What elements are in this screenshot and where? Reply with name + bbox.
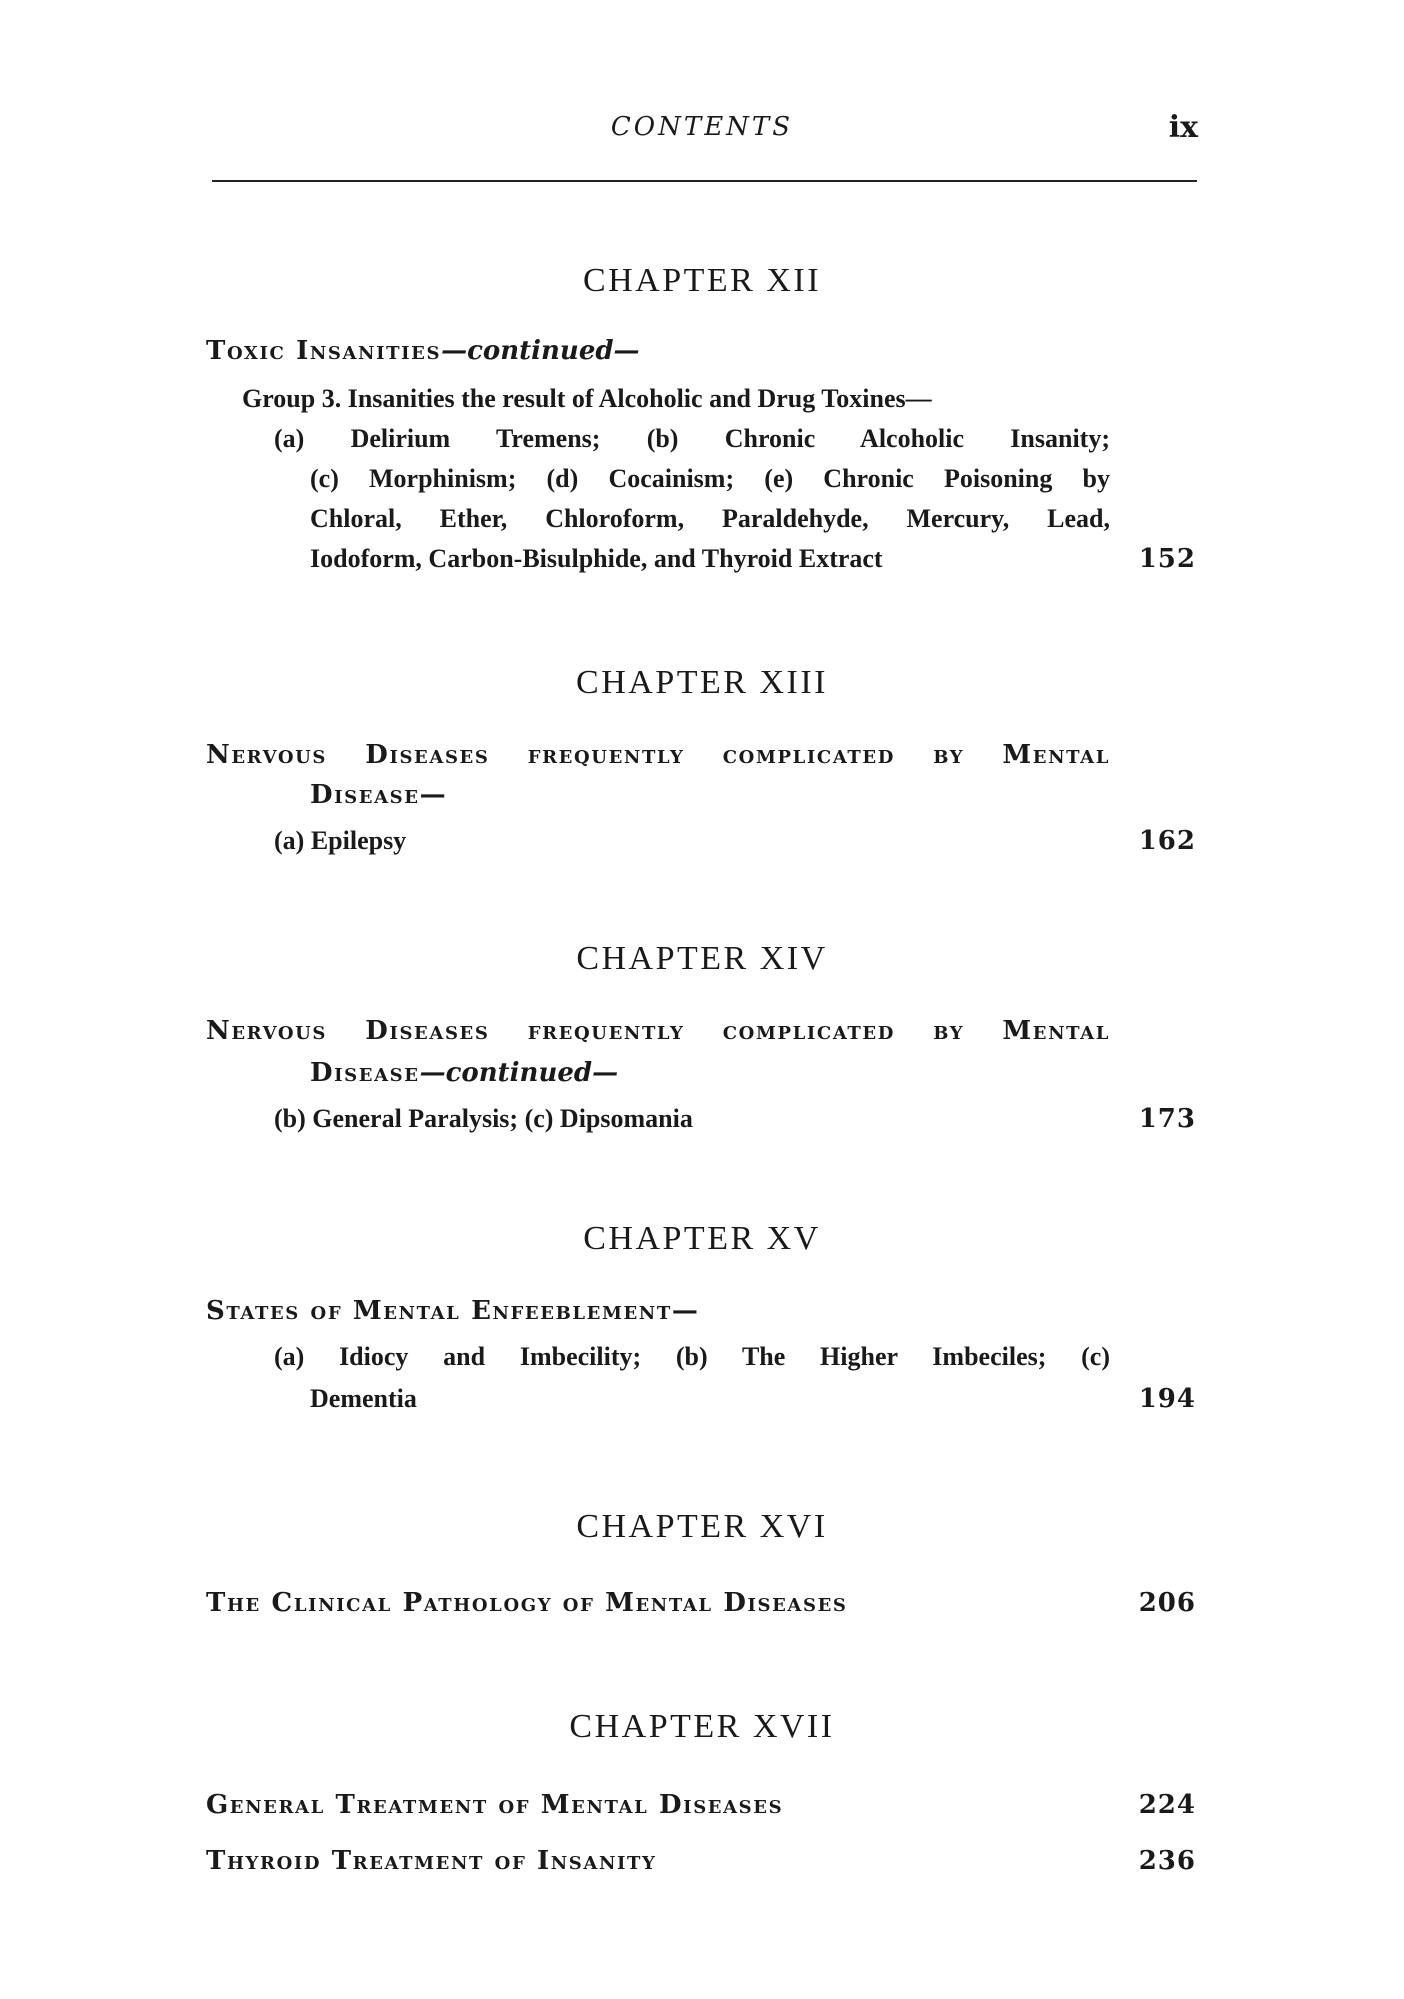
chapter-heading: CHAPTER XV [583, 1220, 821, 1257]
entry-line: (a) Epilepsy [274, 826, 407, 855]
chapter-title: Nervous Diseases frequently complicated by Mental [206, 1016, 1110, 1046]
chapter-heading: CHAPTER XVI [576, 1508, 828, 1545]
continued-label: —continued— [419, 1058, 619, 1088]
page-ref: 206 [1138, 1588, 1196, 1618]
page-ref: 162 [1138, 826, 1196, 856]
page-ref: 236 [1138, 1846, 1196, 1876]
continued-label: —continued— [441, 336, 640, 366]
chapter-heading: CHAPTER XVII [569, 1708, 835, 1745]
header-rule [212, 180, 1197, 182]
group-line: Group 3. Insanities the result of Alcoholic and Drug Toxines— [242, 384, 932, 413]
page-ref: 224 [1138, 1790, 1196, 1820]
chapter-title: The Clinical Pathology of Mental Diseases [206, 1588, 848, 1618]
chapter-title-cont: Disease— [310, 780, 448, 810]
page-ref: 194 [1138, 1384, 1196, 1414]
chapter-heading: CHAPTER XIV [576, 940, 828, 977]
chapter-title [206, 336, 640, 366]
chapter-title-cont [310, 1058, 618, 1088]
chapter-heading: CHAPTER XIII [576, 664, 828, 701]
chapter-title-text: Toxic Insanities [206, 336, 442, 366]
entry-line: (a) Delirium Tremens; (b) Chronic Alcoholic Insanity; [274, 424, 1110, 453]
chapter-title: Thyroid Treatment of Insanity [206, 1846, 657, 1876]
chapter-title-text: Disease [310, 1058, 420, 1088]
page-number: ix [1168, 110, 1198, 145]
entry-line: Dementia [310, 1384, 417, 1413]
entry-line: (c) Morphinism; (d) Cocainism; (e) Chronic Poisoning by [310, 464, 1110, 493]
chapter-heading: CHAPTER XII [582, 262, 822, 299]
entry-line: (b) General Paralysis; (c) Dipsomania [274, 1104, 693, 1133]
chapter-title: States of Mental Enfeeblement— [206, 1296, 700, 1326]
running-title: CONTENTS [610, 112, 794, 142]
page-ref: 173 [1138, 1104, 1196, 1134]
entry-line: Chloral, Ether, Chloroform, Paraldehyde, Mercury, Lead, [310, 504, 1110, 533]
page-ref: 152 [1138, 544, 1196, 574]
entry-line: Iodoform, Carbon-Bisulphide, and Thyroid Extract [310, 544, 883, 573]
entry-line: (a) Idiocy and Imbecility; (b) The Higher Imbeciles; (c) [274, 1342, 1110, 1371]
chapter-title: General Treatment of Mental Diseases [206, 1790, 784, 1820]
chapter-title: Nervous Diseases frequently complicated by Mental [206, 740, 1110, 770]
